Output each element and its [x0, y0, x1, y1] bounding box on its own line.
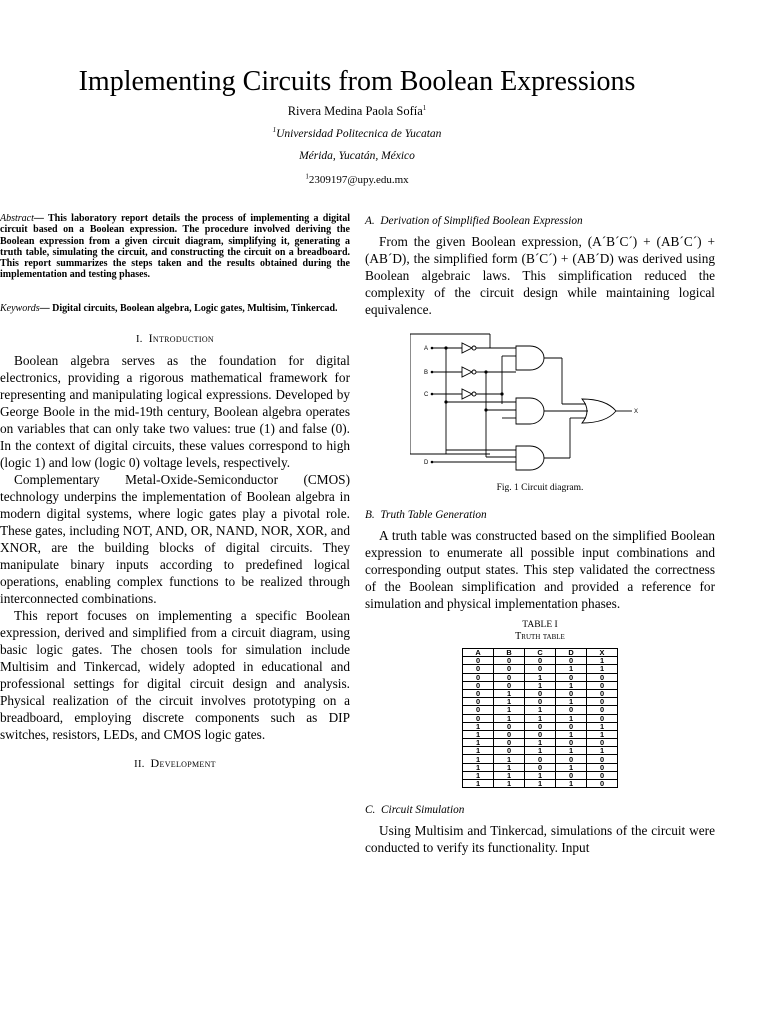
truth-table-cell: 1	[494, 698, 525, 706]
truth-table-cell: 1	[494, 706, 525, 714]
subsection-heading-a	[365, 213, 715, 230]
section-heading-development	[0, 755, 350, 773]
table-row	[463, 780, 618, 788]
junction-dot	[484, 370, 487, 373]
table-row	[463, 747, 618, 755]
truth-table-cell: 1	[463, 771, 494, 779]
truth-table-cell: 1	[494, 689, 525, 697]
truth-table-cell: 1	[494, 755, 525, 763]
truth-table-cell: 1	[556, 665, 587, 673]
terminal-dot	[431, 461, 434, 464]
truth-table-header-cell: D	[556, 649, 587, 657]
not-gate-a	[462, 343, 472, 353]
junction-dot	[444, 346, 447, 349]
not-gate-b	[462, 367, 472, 377]
subsection-label: C.	[365, 804, 376, 817]
truth-table-cell: 1	[556, 763, 587, 771]
subsection-title: Circuit Simulation	[381, 804, 465, 817]
section-numeral: I.	[136, 334, 143, 346]
truth-table-cell: 1	[587, 657, 618, 665]
truth-table-cell: 0	[494, 730, 525, 738]
truth-table-cell: 0	[463, 706, 494, 714]
truth-table-cell: 1	[525, 714, 556, 722]
section-numeral: II.	[134, 759, 145, 771]
truth-table-cell: 0	[587, 714, 618, 722]
truth-table-cell: 0	[587, 698, 618, 706]
table-row	[463, 755, 618, 763]
and-gate-1	[516, 346, 544, 370]
input-label-c: C	[424, 392, 429, 398]
intro-paragraph-1: Boolean algebra serves as the foundation for digital electronics, providing a rigorous mathematical framework for representing and manipulating logical expressions. Developed by George Boole in the mid-19th century, Boolean algebra operates on variables that can only take two values: true (1) and false (0). In the context of digital circuits, these values correspond to high (logic 1) and low (logic 0) voltage levels, respectively.	[0, 353, 350, 471]
truth-table-cell: 1	[463, 747, 494, 755]
truth-table-cell: 0	[587, 780, 618, 788]
right-column	[365, 213, 715, 856]
truth-table-cell: 0	[463, 698, 494, 706]
table-heading	[365, 620, 715, 642]
subsection-c-paragraph: Using Multisim and Tinkercad, simulations of the circuit were conducted to verify its functionality. Input	[365, 823, 715, 856]
section-title: Development	[150, 756, 216, 771]
truth-table-cell: 0	[525, 665, 556, 673]
truth-table-cell: 0	[494, 739, 525, 747]
truth-table-cell: 1	[494, 780, 525, 788]
truth-table-cell: 0	[463, 673, 494, 681]
truth-table-cell: 1	[463, 722, 494, 730]
subsection-label: A.	[365, 215, 375, 227]
truth-table-cell: 0	[587, 755, 618, 763]
subsection-b-paragraph: A truth table was constructed based on the simplified Boolean expression to enumerate all possible input combinations and corresponding output states. This step validated the correctness of the Boolean simplification and provided a reference for simulation and physical implementation phases.	[365, 528, 715, 611]
truth-table-cell: 1	[556, 730, 587, 738]
circuit-diagram	[410, 332, 670, 472]
truth-table-cell: 0	[494, 747, 525, 755]
figure-caption: Fig. 1 Circuit diagram.	[496, 483, 584, 493]
section-heading-introduction	[0, 330, 350, 348]
truth-table-cell: 1	[463, 739, 494, 747]
truth-table-cell: 1	[525, 739, 556, 747]
truth-table-header-cell: C	[525, 649, 556, 657]
truth-table-cell: 0	[494, 665, 525, 673]
truth-table-cell: 0	[587, 681, 618, 689]
email-superscript: 1	[305, 172, 309, 181]
truth-table-cell: 0	[556, 771, 587, 779]
email-line	[0, 174, 714, 186]
table-row	[463, 714, 618, 722]
truth-table-cell: 0	[494, 722, 525, 730]
input-label-b: B	[424, 370, 429, 376]
author-name: Rivera Medina Paola Sofía	[287, 104, 423, 118]
author-line	[0, 104, 714, 119]
truth-table	[462, 648, 618, 788]
truth-table-cell: 0	[494, 673, 525, 681]
truth-table-cell: 0	[587, 763, 618, 771]
truth-table-cell: 0	[463, 665, 494, 673]
subsection-title: Derivation of Simplified Boolean Expression	[380, 215, 583, 227]
abstract-text: — This laboratory report details the process of implementing a digital circuit based on a Boolean expression. The procedure involved deriving the Boolean expression from a given circuit diagram, simplifying it, generating a truth table, simulating the circuit, and constructing the circuit on a breadboard. This report summarizes the steps taken and the results obtained during the implementation and testing phases.	[0, 213, 350, 281]
truth-table-cell: 0	[587, 689, 618, 697]
subsection-a-paragraph: From the given Boolean expression, (A´B´C´) + (AB´C´) + (AB´D), the simplified form (B´C´) + (AB´D) was derived using Boolean algebraic laws. This simplification reduced the complexity of the circuit design while maintaining logical equivalence.	[365, 234, 715, 317]
table-row	[463, 665, 618, 673]
truth-table-cell: 0	[556, 739, 587, 747]
subsection-heading-c	[365, 802, 715, 819]
truth-table-cell: 0	[494, 657, 525, 665]
truth-table-header-cell: B	[494, 649, 525, 657]
truth-table-cell: 0	[556, 755, 587, 763]
keywords-label: Keywords	[0, 302, 40, 314]
email: 2309197@upy.edu.mx	[308, 174, 409, 186]
truth-table-cell: 0	[525, 755, 556, 763]
abstract	[0, 213, 350, 281]
affiliation-superscript: 1	[272, 126, 277, 135]
truth-table-cell: 1	[494, 714, 525, 722]
truth-table-cell: 1	[494, 771, 525, 779]
truth-table-cell: 0	[525, 730, 556, 738]
truth-table-cell: 0	[587, 706, 618, 714]
terminal-dot	[431, 347, 434, 350]
paper-title: Implementing Circuits from Boolean Expressions	[78, 66, 636, 97]
truth-table-cell: 0	[587, 739, 618, 747]
truth-table-cell: 1	[587, 722, 618, 730]
truth-table-cell: 1	[587, 747, 618, 755]
truth-table-cell: 1	[494, 763, 525, 771]
subsection-title: Truth Table Generation	[380, 509, 487, 521]
and-gate-2	[516, 398, 544, 424]
truth-table-cell: 1	[525, 771, 556, 779]
truth-table-cell: 0	[525, 722, 556, 730]
truth-table-cell: 1	[556, 681, 587, 689]
truth-table-cell: 0	[556, 657, 587, 665]
affiliation-line	[0, 128, 714, 140]
truth-table-cell: 0	[525, 657, 556, 665]
truth-table-cell: 0	[587, 673, 618, 681]
truth-table-cell: 1	[556, 780, 587, 788]
junction-dot	[444, 400, 447, 403]
truth-table-cell: 0	[587, 771, 618, 779]
figure-circuit-diagram	[365, 332, 715, 497]
subsection-heading-b	[365, 507, 715, 524]
keywords	[0, 303, 350, 314]
intro-paragraph-2: Complementary Metal-Oxide-Semiconductor (CMOS) technology underpins the implementation of Boolean algebra in modern digital systems, where logic gates play a pivotal role. These gates, including NOT, AND, OR, NAND, NOR, XOR, and XNOR, are the building blocks of digital circuits. They manipulate binary inputs according to predefined logical operations, enabling complex functions to be realized through interconnected combinations.	[0, 472, 350, 607]
truth-table-cell: 0	[525, 689, 556, 697]
section-title: Introduction	[148, 331, 214, 346]
truth-table-cell: 1	[525, 747, 556, 755]
truth-table-cell: 1	[525, 673, 556, 681]
or-gate	[582, 399, 616, 423]
truth-table-header-cell: X	[587, 649, 618, 657]
truth-table-cell: 0	[463, 657, 494, 665]
truth-table-cell: 0	[494, 681, 525, 689]
not-gate-c	[462, 389, 472, 399]
affiliation: Universidad Politecnica de Yucatan	[276, 128, 442, 140]
truth-table-cell: 0	[525, 698, 556, 706]
junction-dot	[484, 408, 487, 411]
and-gate-3	[516, 446, 544, 470]
truth-table-cell: 0	[463, 689, 494, 697]
truth-table-cell: 1	[556, 747, 587, 755]
author-superscript: 1	[422, 103, 427, 112]
keywords-text: — Digital circuits, Boolean algebra, Logic gates, Multisim, Tinkercad.	[39, 302, 338, 314]
left-column	[0, 213, 350, 777]
location: Mérida, Yucatán, México	[299, 150, 415, 162]
truth-table-cell: 1	[587, 665, 618, 673]
truth-table-cell: 1	[463, 780, 494, 788]
table-row	[463, 706, 618, 714]
truth-table-cell: 0	[463, 714, 494, 722]
input-label-a: A	[424, 346, 429, 352]
truth-table-cell: 0	[556, 722, 587, 730]
truth-table-cell: 1	[556, 698, 587, 706]
truth-table-cell: 1	[463, 730, 494, 738]
truth-table-cell: 0	[525, 763, 556, 771]
input-label-d: D	[424, 460, 429, 466]
truth-table-cell: 0	[556, 706, 587, 714]
abstract-label: Abstract	[0, 213, 34, 224]
intro-paragraph-3: This report focuses on implementing a specific Boolean expression, derived and simplified from a circuit diagram, using basic logic gates. The chosen tools for simulation include Multisim and Tinkercad, widely adopted in educational and professional settings for digital circuit design and analysis. Physical realization of the circuit involves prototyping on a breadboard, employing discrete components such as DIP switches, resistors, LEDs, and CMOS logic gates.	[0, 608, 350, 743]
terminal-dot	[431, 371, 434, 374]
truth-table-cell: 0	[556, 689, 587, 697]
truth-table-cell: 0	[463, 681, 494, 689]
truth-table-cell: 1	[463, 755, 494, 763]
truth-table-cell: 1	[525, 681, 556, 689]
junction-dot	[500, 392, 503, 395]
truth-table-cell: 1	[556, 714, 587, 722]
terminal-dot	[431, 393, 434, 396]
truth-table-cell: 1	[525, 706, 556, 714]
table-label: TABLE I	[522, 620, 558, 630]
table-caption: Truth table	[515, 631, 565, 642]
output-label-x: X	[634, 409, 639, 415]
truth-table-cell: 0	[556, 673, 587, 681]
truth-table-cell: 1	[525, 780, 556, 788]
truth-table-header-cell: A	[463, 649, 494, 657]
subsection-label: B.	[365, 509, 375, 521]
truth-table-cell: 1	[463, 763, 494, 771]
truth-table-cell: 1	[587, 730, 618, 738]
